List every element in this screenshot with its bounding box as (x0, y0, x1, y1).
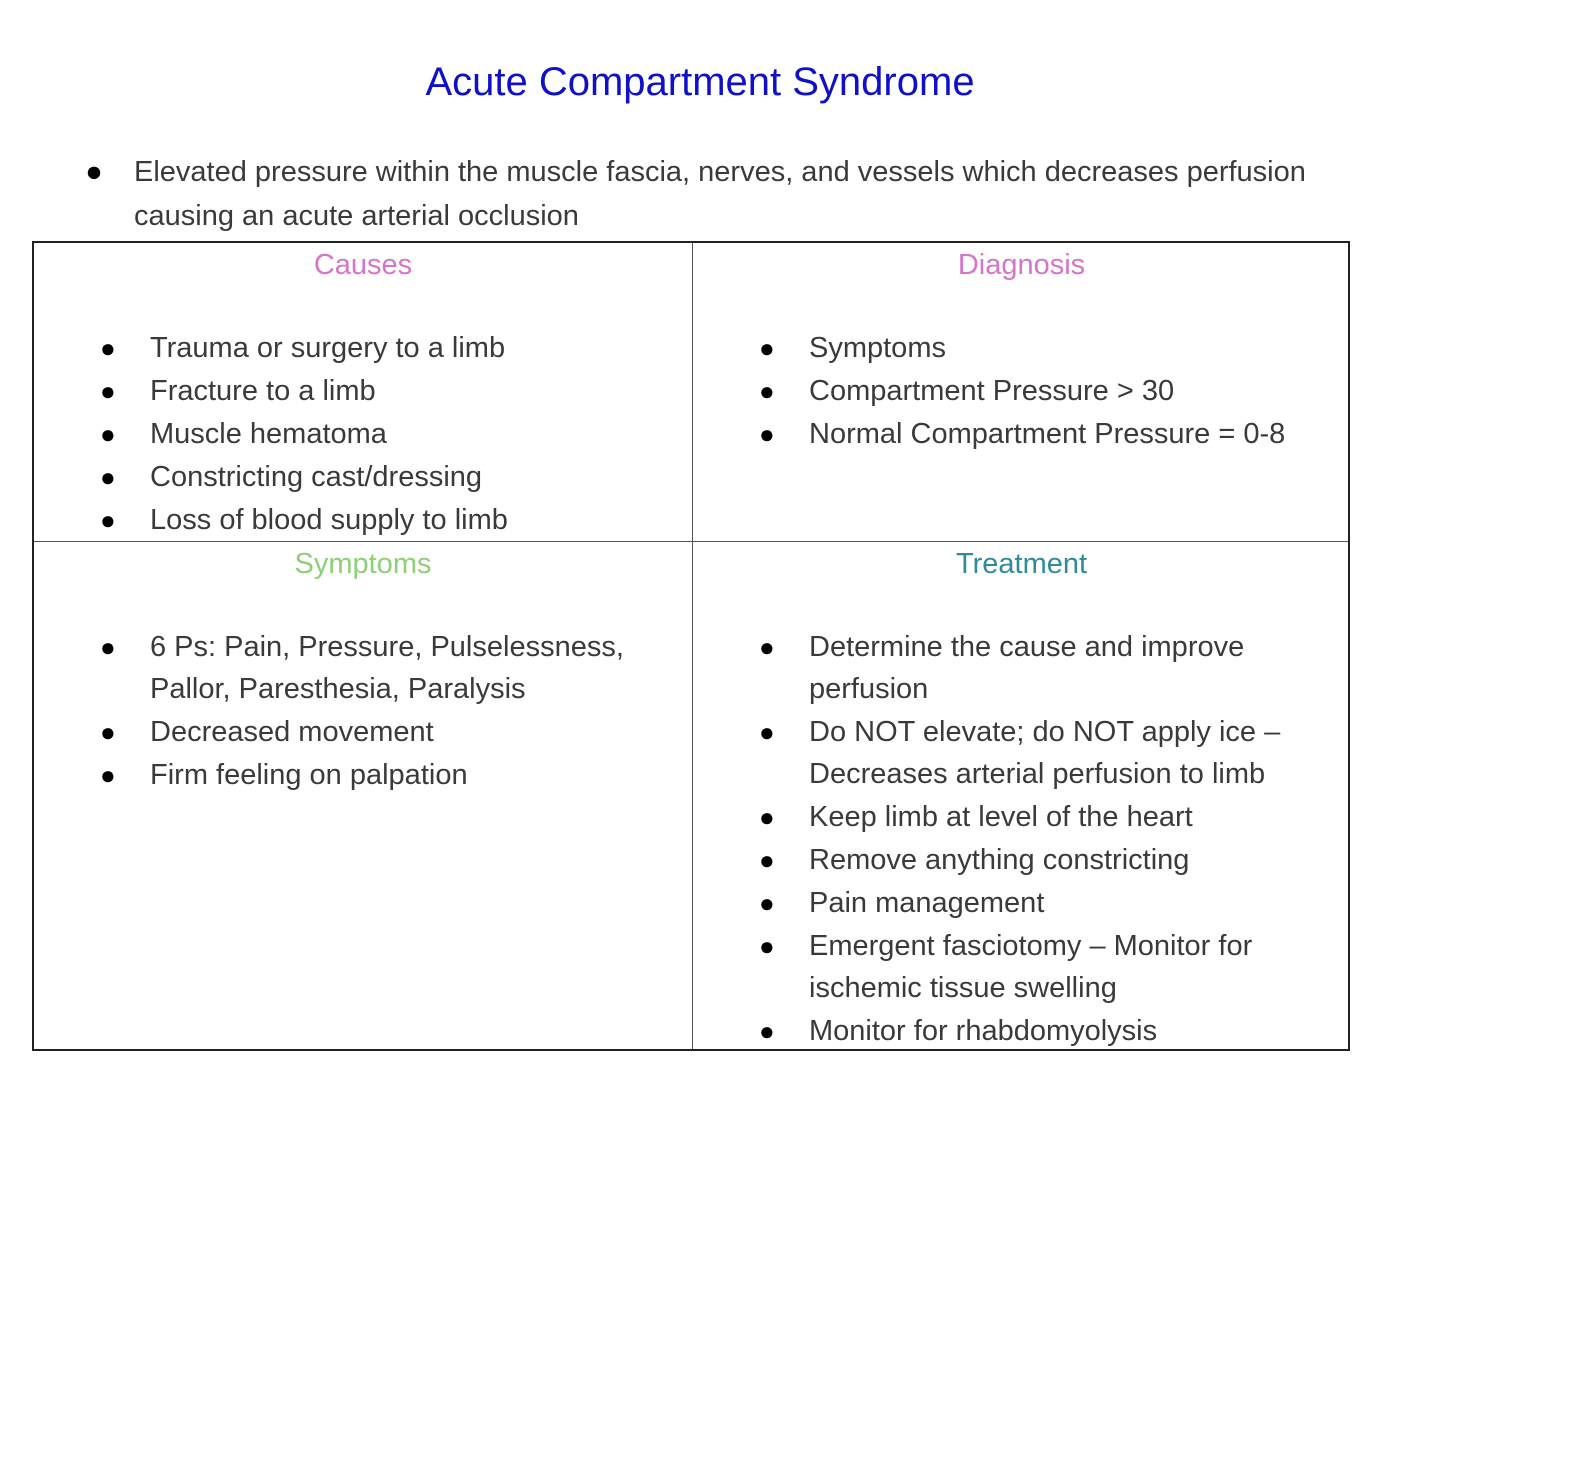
list-item-text: Firm feeling on palpation (150, 759, 468, 791)
bullet-icon: ● (85, 156, 103, 188)
bullet-icon: ● (759, 333, 775, 363)
list-item (34, 626, 692, 710)
list-item (34, 327, 692, 369)
bullet-icon: ● (759, 419, 775, 449)
list-item (693, 882, 1350, 924)
list-item-text: Determine the cause and improve perfusion (809, 631, 1245, 705)
bullet-icon: ● (100, 333, 116, 363)
intro-bullet (82, 150, 1382, 238)
causes-cell (34, 243, 692, 541)
intro-text: Elevated pressure within the muscle fascia, nerves, and vessels which decreases perfusion causing an acute arterial occlusion (134, 156, 1306, 232)
bullet-icon: ● (100, 717, 116, 747)
list-item-text: Decreased movement (150, 716, 434, 748)
treatment-heading: Treatment (955, 548, 1088, 580)
bullet-icon: ● (759, 632, 775, 662)
list-item-text: Muscle hematoma (150, 418, 387, 450)
treatment-cell (693, 542, 1350, 1051)
symptoms-list (34, 626, 692, 796)
treatment-list (693, 626, 1350, 1052)
causes-list (34, 327, 692, 541)
list-item (693, 626, 1350, 710)
list-item-text: Normal Compartment Pressure = 0-8 (809, 418, 1286, 450)
bullet-icon: ● (100, 760, 116, 790)
list-item (34, 499, 692, 541)
bullet-icon: ● (759, 888, 775, 918)
list-item-text: Fracture to a limb (150, 375, 376, 407)
bullet-icon: ● (100, 632, 116, 662)
bullet-icon: ● (100, 505, 116, 535)
list-item-text: Monitor for rhabdomyolysis (809, 1015, 1158, 1047)
list-item-text: 6 Ps: Pain, Pressure, Pulselessness, Pallor, Paresthesia, Paralysis (150, 631, 624, 705)
symptoms-heading: Symptoms (294, 548, 432, 580)
list-item (34, 754, 692, 796)
list-item-text: Pain management (809, 887, 1045, 919)
page-title: Acute Compartment Syndrome (425, 60, 975, 104)
list-item-text: Symptoms (809, 332, 946, 364)
list-item-text: Emergent fasciotomy – Monitor for ischemic tissue swelling (809, 930, 1253, 1004)
bullet-icon: ● (100, 419, 116, 449)
bullet-icon: ● (759, 1016, 775, 1046)
list-item (693, 796, 1350, 838)
list-item-text: Loss of blood supply to limb (150, 504, 508, 536)
list-item (693, 839, 1350, 881)
bullet-icon: ● (759, 845, 775, 875)
bullet-icon: ● (759, 931, 775, 961)
diagnosis-list (693, 327, 1350, 455)
bullet-icon: ● (759, 802, 775, 832)
list-item (34, 370, 692, 412)
causes-heading: Causes (313, 249, 413, 281)
diagnosis-cell (693, 243, 1350, 541)
bullet-icon: ● (100, 376, 116, 406)
list-item (693, 1010, 1350, 1052)
list-item (693, 413, 1350, 455)
list-item (34, 456, 692, 498)
bullet-icon: ● (759, 717, 775, 747)
list-item (693, 711, 1350, 795)
list-item-text: Keep limb at level of the heart (809, 801, 1193, 833)
list-item-text: Trauma or surgery to a limb (150, 332, 506, 364)
bullet-icon: ● (100, 462, 116, 492)
list-item-text: Remove anything constricting (809, 844, 1190, 876)
list-item (693, 370, 1350, 412)
list-item (34, 413, 692, 455)
list-item (34, 711, 692, 753)
bullet-icon: ● (759, 376, 775, 406)
list-item (693, 327, 1350, 369)
info-table (32, 241, 1350, 1051)
list-item-text: Do NOT elevate; do NOT apply ice – Decreases arterial perfusion to limb (809, 716, 1281, 790)
list-item-text: Compartment Pressure > 30 (809, 375, 1175, 407)
list-item (693, 925, 1350, 1009)
symptoms-cell (34, 542, 692, 1051)
list-item-text: Constricting cast/dressing (150, 461, 483, 493)
diagnosis-heading: Diagnosis (957, 249, 1086, 281)
